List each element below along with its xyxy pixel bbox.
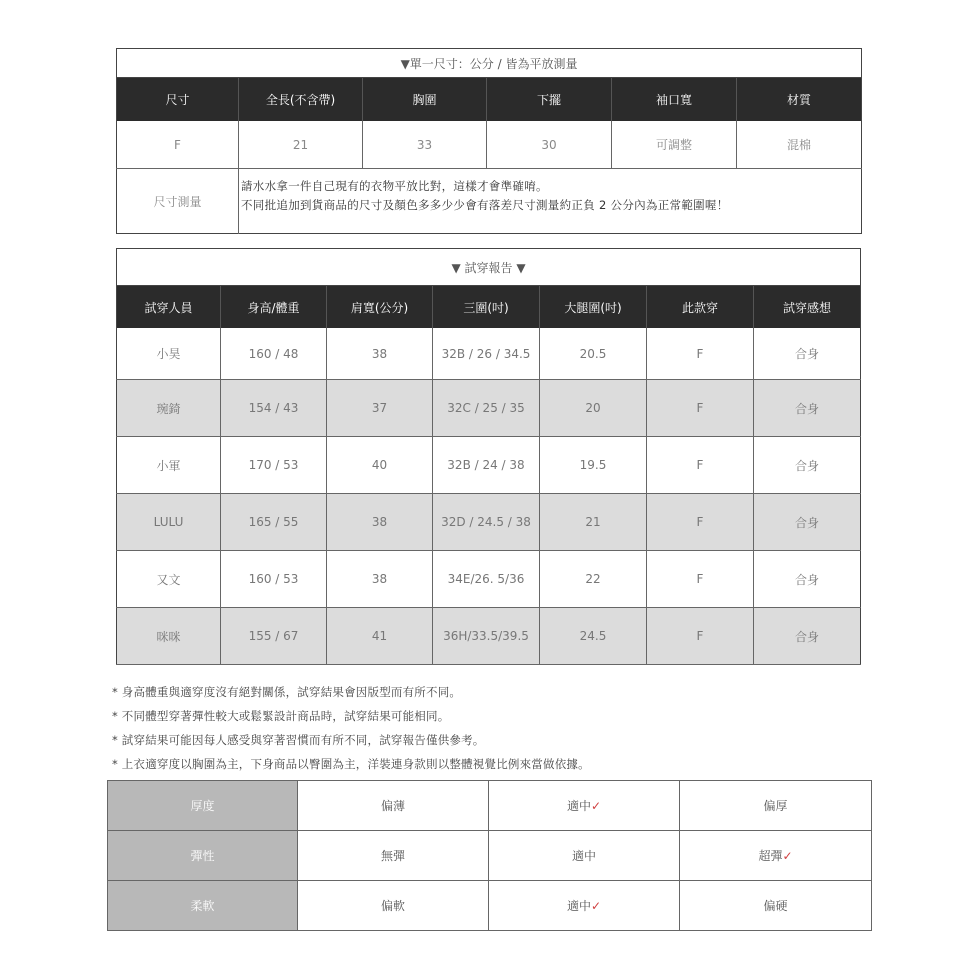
size-chart-header-row <box>117 78 862 122</box>
attribute-row <box>108 831 872 881</box>
try-report-cell: 38 <box>327 328 433 380</box>
note-item: * 不同體型穿著彈性較大或鬆緊設計商品時，試穿結果可能相同。 <box>112 709 450 723</box>
check-icon: ✓ <box>590 799 602 813</box>
try-report-row <box>117 328 861 380</box>
try-report-cell: LULU <box>117 494 221 551</box>
try-report-cell: 32C / 25 / 35 <box>433 380 540 437</box>
check-icon: ✓ <box>590 899 602 913</box>
fabric-attribute-table <box>107 780 872 931</box>
attribute-row <box>108 781 872 831</box>
try-report-cell: 160 / 48 <box>221 328 327 380</box>
size-header-cell: 袖口寬 <box>612 78 737 122</box>
try-report-cell: 琬錡 <box>117 380 221 437</box>
attribute-label: 厚度 <box>108 781 298 831</box>
try-report-cell: 170 / 53 <box>221 437 327 494</box>
try-report-cell: 41 <box>327 608 433 665</box>
try-report-cell: 又文 <box>117 551 221 608</box>
note-item: * 上衣適穿度以胸圍為主，下身商品以臀圍為主，洋裝連身款則以整體視覺比例來當做依據。 <box>112 757 590 771</box>
attribute-option-label: 適中 <box>566 899 591 913</box>
try-report-cell: 合身 <box>754 328 861 380</box>
try-report-row <box>117 608 861 665</box>
size-header-cell: 尺寸 <box>117 78 239 122</box>
attribute-option <box>489 781 680 831</box>
attribute-option-label: 偏軟 <box>380 899 405 913</box>
try-report-cell: 34E/26. 5/36 <box>433 551 540 608</box>
try-report-cell: 160 / 53 <box>221 551 327 608</box>
size-header-cell: 下擺 <box>487 78 612 122</box>
try-report-cell: F <box>647 494 754 551</box>
try-report-table <box>116 248 861 665</box>
try-report-cell: 20.5 <box>540 328 647 380</box>
try-report-cell: 155 / 67 <box>221 608 327 665</box>
size-chart-table <box>116 48 862 234</box>
try-report-cell: 38 <box>327 494 433 551</box>
try-header-cell: 大腿圍(吋) <box>540 286 647 329</box>
try-notes-list <box>112 684 590 780</box>
try-report-cell: 合身 <box>754 380 861 437</box>
try-report-cell: 154 / 43 <box>221 380 327 437</box>
size-value-cell: 33 <box>363 121 487 169</box>
attribute-option <box>298 881 489 931</box>
attribute-option <box>298 831 489 881</box>
note-item: * 身高體重與適穿度沒有絕對關係，試穿結果會因版型而有所不同。 <box>112 685 462 699</box>
try-report-row <box>117 494 861 551</box>
note-item: * 試穿結果可能因每人感受與穿著習慣而有所不同，試穿報告僅供參考。 <box>112 733 485 747</box>
attribute-option-label: 超彈 <box>758 849 783 863</box>
size-value-cell: 30 <box>487 121 612 169</box>
attribute-option-label: 適中 <box>566 799 591 813</box>
attribute-option <box>489 831 680 881</box>
attribute-option-label: 適中 <box>571 849 596 863</box>
try-header-cell: 三圍(吋) <box>433 286 540 329</box>
size-value-cell: 21 <box>239 121 363 169</box>
try-report-cell: F <box>647 380 754 437</box>
try-report-cell: 22 <box>540 551 647 608</box>
try-report-cell: F <box>647 608 754 665</box>
try-report-row <box>117 437 861 494</box>
try-report-cell: 小軍 <box>117 437 221 494</box>
size-note-line: 請水水拿一件自己現有的衣物平放比對，這樣才會準確唷。 <box>241 179 548 193</box>
try-report-cell: 32B / 24 / 38 <box>433 437 540 494</box>
try-report-cell: 24.5 <box>540 608 647 665</box>
try-report-cell: 合身 <box>754 494 861 551</box>
try-report-header-row <box>117 286 861 329</box>
size-header-cell: 胸圍 <box>363 78 487 122</box>
try-header-cell: 試穿人員 <box>117 286 221 329</box>
try-report-cell: 合身 <box>754 608 861 665</box>
attribute-option <box>680 881 872 931</box>
attribute-option <box>680 831 872 881</box>
try-report-cell: 37 <box>327 380 433 437</box>
size-chart-title: ▼單一尺寸：公分 / 皆為平放測量 <box>117 49 862 78</box>
try-report-cell: 32D / 24.5 / 38 <box>433 494 540 551</box>
attribute-option <box>489 881 680 931</box>
size-chart-note-row <box>117 169 862 234</box>
try-report-cell: 咪咪 <box>117 608 221 665</box>
try-report-cell: 38 <box>327 551 433 608</box>
try-report-cell: 20 <box>540 380 647 437</box>
size-value-cell: 混棉 <box>737 121 862 169</box>
size-header-cell: 全長(不含帶) <box>239 78 363 122</box>
try-report-cell: 165 / 55 <box>221 494 327 551</box>
size-note-line: 不同批追加到貨商品的尺寸及顏色多多少少會有落差尺寸測量約正負 2 公分內為正常範圍喔！ <box>241 198 729 212</box>
try-report-cell: 合身 <box>754 551 861 608</box>
size-chart-value-row <box>117 121 862 169</box>
try-header-cell: 此款穿 <box>647 286 754 329</box>
attribute-option-label: 偏薄 <box>380 799 405 813</box>
attribute-option <box>680 781 872 831</box>
attribute-option-label: 無彈 <box>380 849 405 863</box>
try-header-cell: 肩寬(公分) <box>327 286 433 329</box>
try-report-row <box>117 380 861 437</box>
size-header-cell: 材質 <box>737 78 862 122</box>
try-report-cell: 合身 <box>754 437 861 494</box>
try-report-cell: F <box>647 328 754 380</box>
try-report-cell: 19.5 <box>540 437 647 494</box>
try-report-cell: 36H/33.5/39.5 <box>433 608 540 665</box>
try-report-cell: 40 <box>327 437 433 494</box>
size-value-cell: F <box>117 121 239 169</box>
try-report-cell: 小昊 <box>117 328 221 380</box>
try-report-title: ▼ 試穿報告 ▼ <box>117 249 861 286</box>
size-note-text <box>239 169 862 234</box>
size-value-cell: 可調整 <box>612 121 737 169</box>
attribute-option <box>298 781 489 831</box>
attribute-option-label: 偏硬 <box>763 899 788 913</box>
try-report-cell: F <box>647 551 754 608</box>
try-report-cell: 21 <box>540 494 647 551</box>
try-report-cell: F <box>647 437 754 494</box>
try-report-cell: 32B / 26 / 34.5 <box>433 328 540 380</box>
try-header-cell: 試穿感想 <box>754 286 861 329</box>
try-header-cell: 身高/體重 <box>221 286 327 329</box>
check-icon: ✓ <box>782 849 793 863</box>
attribute-option-label: 偏厚 <box>763 799 788 813</box>
attribute-label: 柔軟 <box>108 881 298 931</box>
attribute-row <box>108 881 872 931</box>
attribute-label: 彈性 <box>108 831 298 881</box>
size-note-label: 尺寸測量 <box>117 169 239 234</box>
try-report-row <box>117 551 861 608</box>
